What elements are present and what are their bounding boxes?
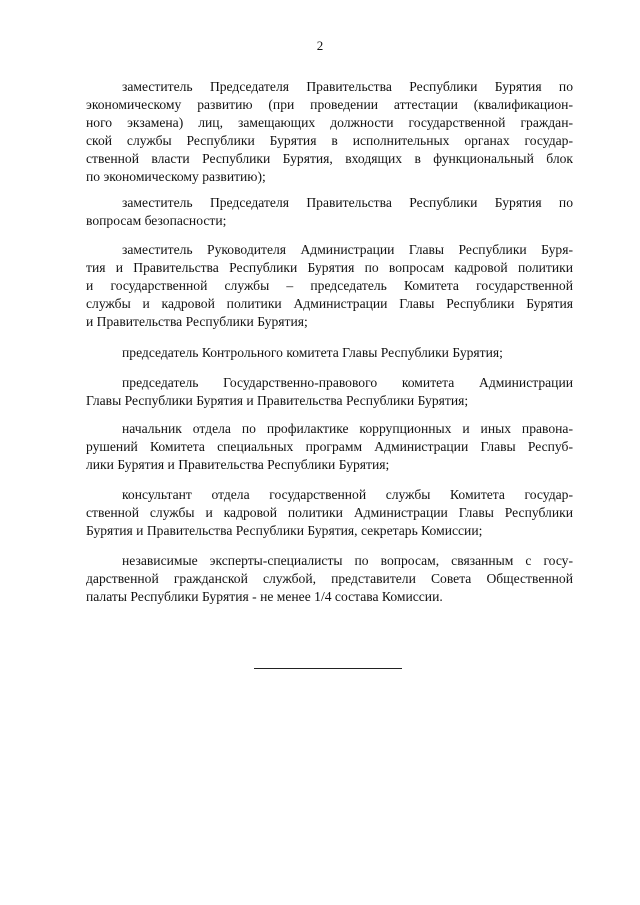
paragraph-line: ного экзамена) лиц, замещающих должности государственной граждан-	[86, 115, 573, 130]
paragraph-administration-deputy	[86, 241, 573, 331]
paragraph-line: ской службы Республики Бурятия в исполнительных органах государ-	[86, 133, 573, 148]
paragraph-line: палаты Республики Бурятия - не менее 1/4 состава Комиссии.	[86, 589, 443, 604]
paragraph-economy-deputy	[86, 78, 573, 186]
paragraph-line: независимые эксперты-специалисты по вопросам, связанным с госу-	[122, 553, 573, 568]
paragraph-line: консультант отдела государственной службы Комитета государ-	[122, 487, 573, 502]
paragraph-line: председатель Государственно-правового комитета Администрации	[122, 375, 573, 390]
paragraph-line: Главы Республики Бурятия и Правительства Республики Бурятия;	[86, 393, 469, 408]
paragraph-line: заместитель Председателя Правительства Республики Бурятия по	[122, 79, 573, 94]
paragraph-line: лики Бурятия и Правительства Республики Бурятия;	[86, 457, 390, 472]
paragraph-line: ственной власти Республики Бурятия, входящих в функциональный блок	[86, 151, 573, 166]
paragraph-line: дарственной гражданской службой, представители Совета Общественной	[86, 571, 573, 586]
paragraph-security-deputy	[86, 194, 573, 230]
paragraph-line: по экономическому развитию);	[86, 169, 266, 184]
closing-divider-line	[254, 668, 402, 669]
paragraph-corruption-prevention	[86, 420, 573, 474]
paragraph-control-committee	[86, 344, 573, 362]
paragraph-line: ственной службы и кадровой политики Администрации Главы Республики	[86, 505, 573, 520]
paragraph-line: службы и кадровой политики Администрации Главы Республики Бурятия	[86, 296, 573, 311]
paragraph-line: вопросам безопасности;	[86, 213, 227, 228]
paragraph-consultant-secretary	[86, 486, 573, 540]
paragraph-line: заместитель Председателя Правительства Республики Бурятия по	[122, 195, 573, 210]
paragraph-line: заместитель Руководителя Администрации Главы Республики Буря-	[122, 242, 573, 257]
paragraph-line: и государственной службы – председатель Комитета государственной	[86, 278, 573, 293]
paragraph-line: тия и Правительства Республики Бурятия по вопросам кадровой политики	[86, 260, 573, 275]
paragraph-line: и Правительства Республики Бурятия;	[86, 314, 308, 329]
paragraph-line: Бурятия и Правительства Республики Бурятия, секретарь Комиссии;	[86, 523, 483, 538]
paragraph-line: рушений Комитета специальных программ Администрации Главы Респуб-	[86, 439, 573, 454]
paragraph-line: председатель Контрольного комитета Главы Республики Бурятия;	[122, 345, 503, 360]
page-number: 2	[316, 38, 324, 53]
paragraph-line: экономическому развитию (при проведении аттестации (квалификацион-	[86, 97, 573, 112]
paragraph-legal-committee	[86, 374, 573, 410]
paragraph-line: начальник отдела по профилактике коррупционных и иных правона-	[122, 421, 573, 436]
paragraph-independent-experts	[86, 552, 573, 606]
